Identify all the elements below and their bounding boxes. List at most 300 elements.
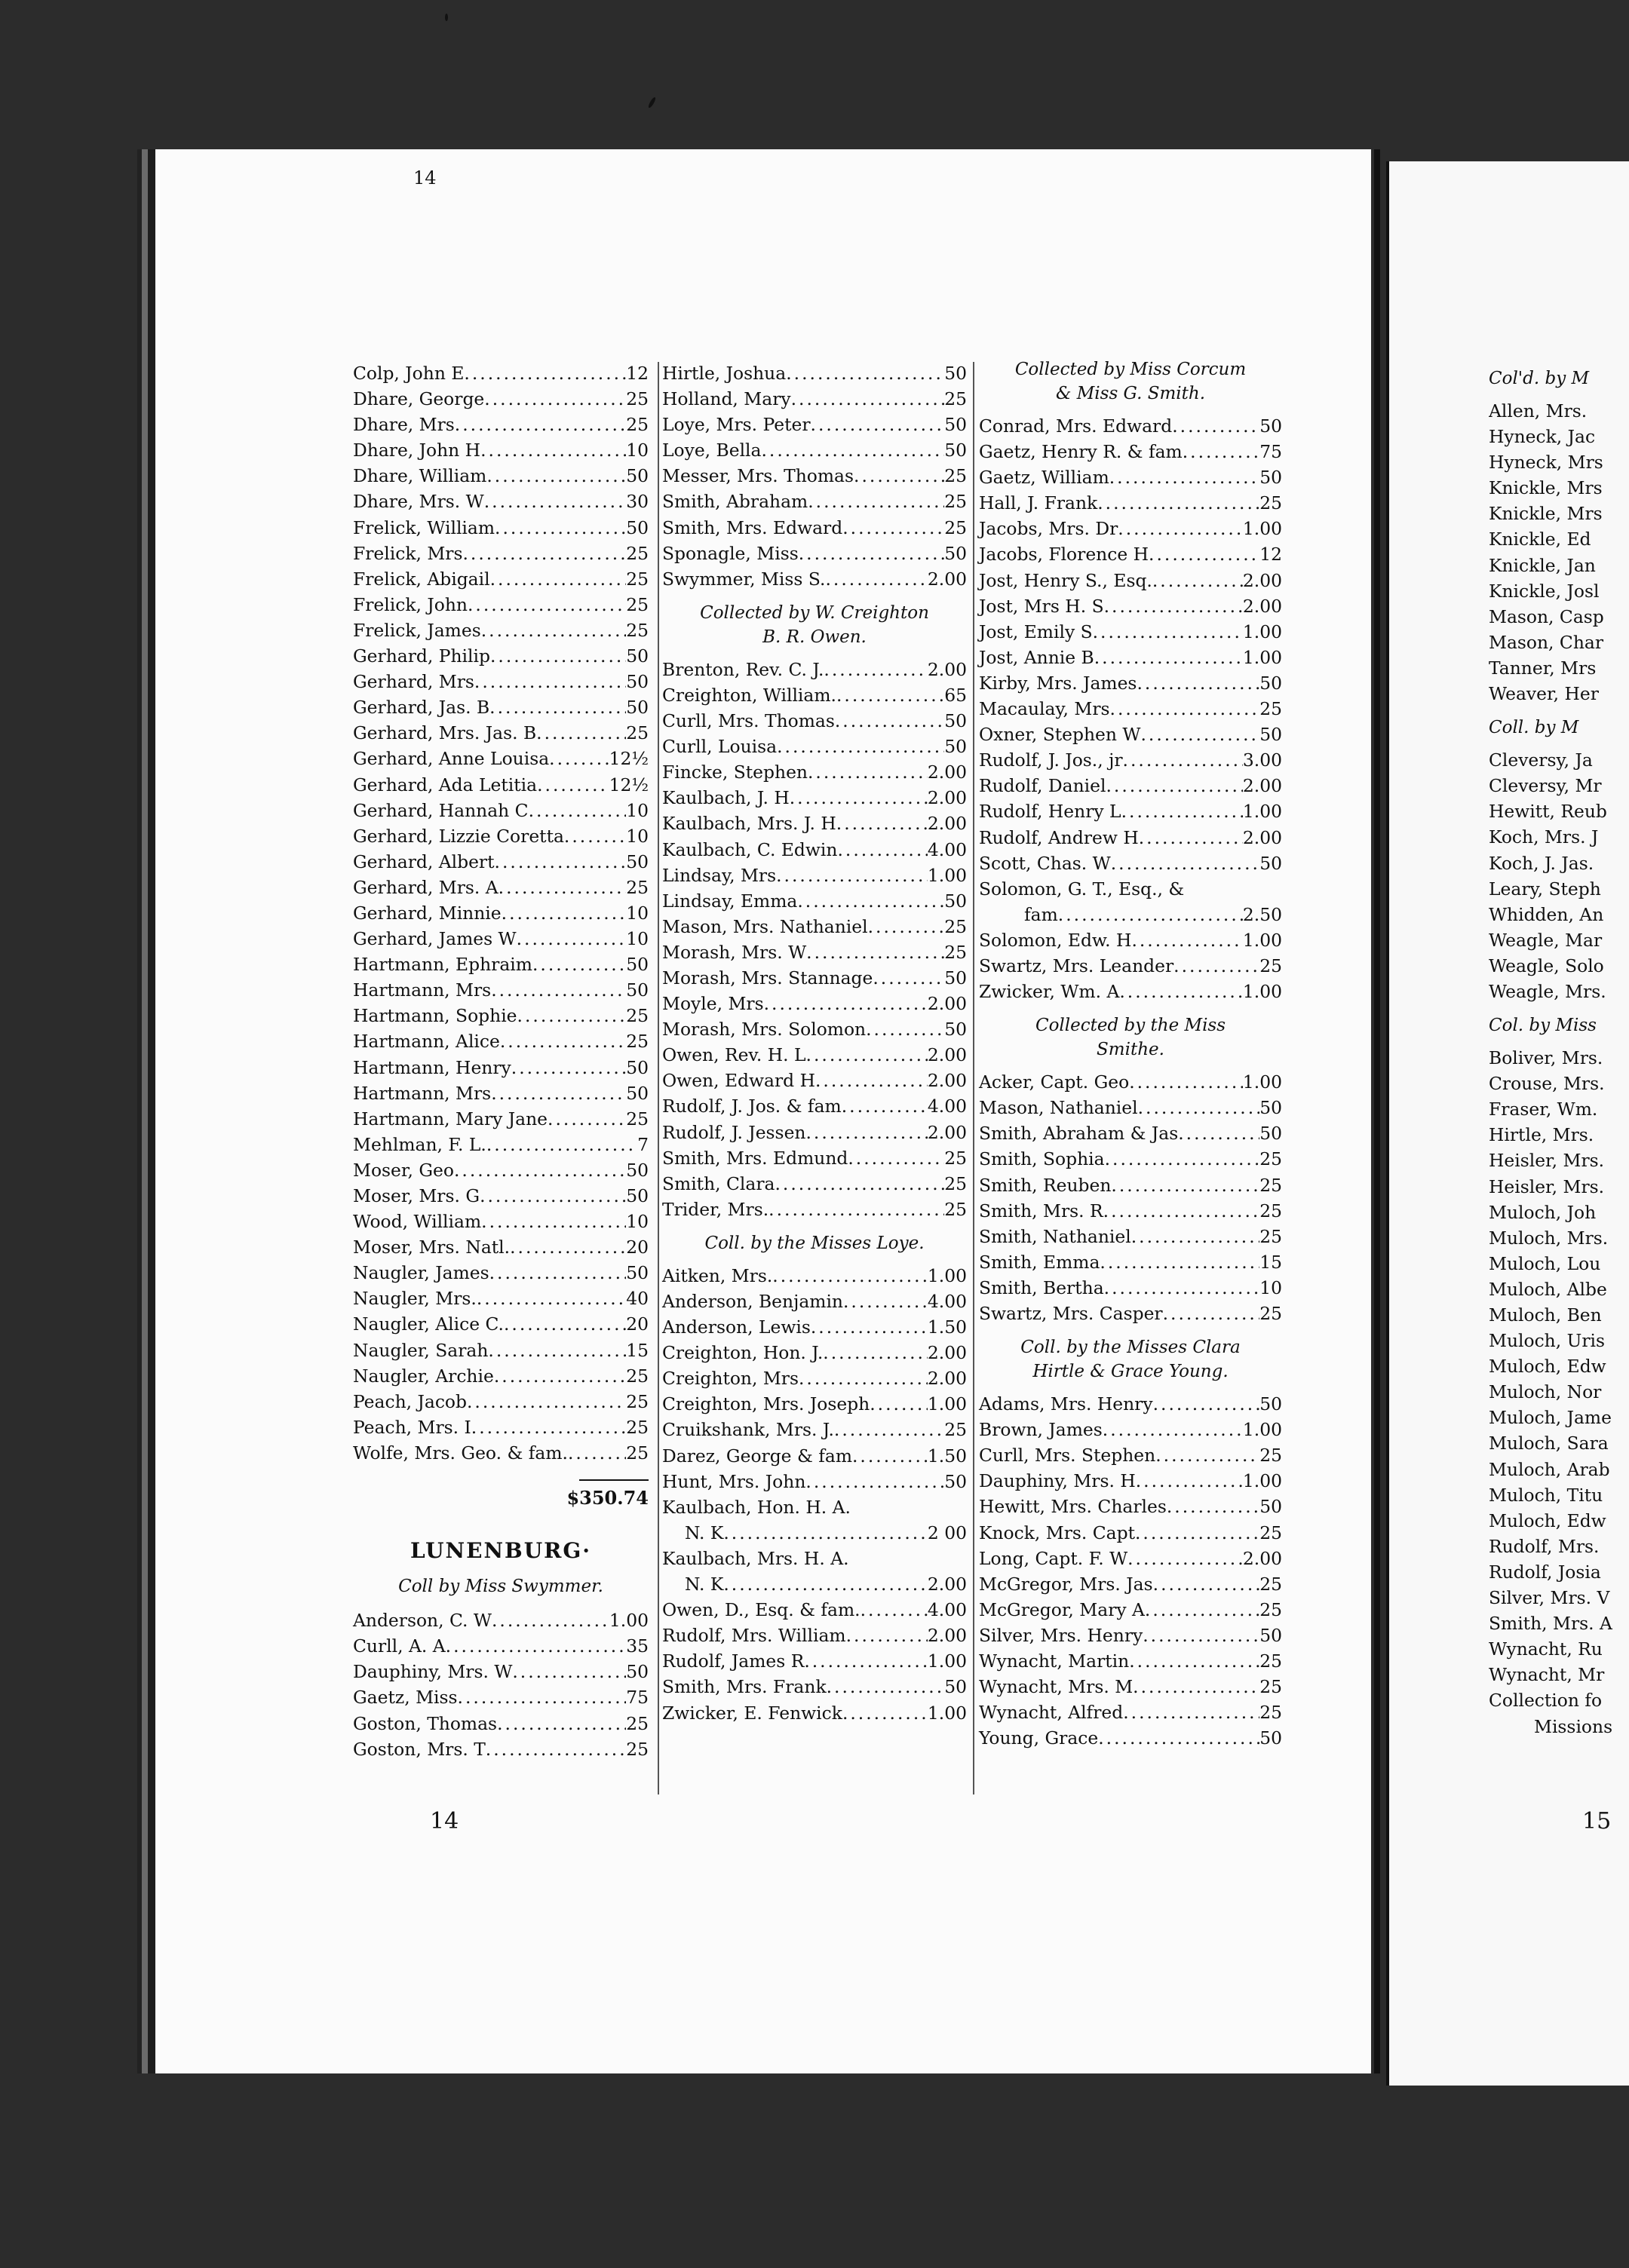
donation-amount: 25 <box>1259 1200 1282 1221</box>
donation-amount: 50 <box>626 979 649 1001</box>
list-item <box>1489 553 1629 578</box>
collector-heading <box>662 601 967 649</box>
donor-name: Sponagle, Miss <box>662 542 799 564</box>
donor-name: Kaulbach, Mrs. H. A. <box>662 1547 849 1569</box>
donor-name: Mason, Casp <box>1489 605 1604 627</box>
donation-amount: 1.00 <box>1242 1071 1282 1093</box>
donor-name: Smith, Clara <box>662 1172 775 1194</box>
list-item <box>979 541 1282 567</box>
donor-name: Dauphiny, Mrs. W <box>353 1661 513 1683</box>
list-item <box>662 657 967 682</box>
donation-amount: 25 <box>1259 1225 1282 1247</box>
donor-name: Jost, Mrs H. S <box>979 595 1104 617</box>
donation-amount: 25 <box>944 1198 967 1220</box>
donation-amount: 25 <box>626 1442 649 1463</box>
list-item <box>1489 630 1629 655</box>
list-item <box>662 1623 967 1648</box>
donation-amount: 15 <box>1259 1251 1282 1273</box>
donor-name: Brenton, Rev. C. J. <box>662 658 824 680</box>
donor-name: Hartmann, Mary Jane <box>353 1108 548 1129</box>
donor-name: Hall, J. Frank <box>979 492 1098 514</box>
donor-name: Knock, Mrs. Capt <box>979 1522 1135 1543</box>
donor-name: Morash, Mrs. Stannage <box>662 967 873 988</box>
donor-name: Kaulbach, C. Edwin <box>662 838 838 860</box>
list-item <box>662 914 967 939</box>
donation-amount: 25 <box>944 1172 967 1194</box>
donation-amount: 50 <box>626 465 649 487</box>
donation-amount: 25 <box>626 1365 649 1387</box>
donation-amount: 1.00 <box>1242 1470 1282 1492</box>
donation-amount: 20 <box>626 1313 649 1335</box>
donor-name: Hunt, Mrs. John <box>662 1470 806 1492</box>
donor-name: Heisler, Mrs. <box>1489 1150 1605 1172</box>
list-item <box>662 1597 967 1623</box>
donor-name: Crouse, Mrs. <box>1489 1073 1605 1095</box>
donor-name: Long, Capt. F. W <box>979 1547 1128 1569</box>
donation-amount: 4.00 <box>927 1599 967 1621</box>
donation-amount: 2.00 <box>1242 775 1282 797</box>
donation-amount: 25 <box>626 1712 649 1734</box>
donation-amount: 50 <box>944 1676 967 1698</box>
list-item <box>662 1120 967 1145</box>
list-item <box>662 1494 967 1520</box>
donation-amount: 50 <box>1259 672 1282 694</box>
list-item <box>979 851 1282 876</box>
donor-name: Muloch, Uris <box>1489 1330 1605 1352</box>
donor-name: Boliver, Mrs. <box>1489 1047 1603 1069</box>
list-item <box>353 1633 649 1659</box>
donor-name: Scott, Chas. W <box>979 852 1111 874</box>
donor-name: Moser, Geo <box>353 1159 454 1181</box>
list-item <box>662 811 967 836</box>
list-item <box>353 515 649 541</box>
list-item <box>1489 398 1629 424</box>
donor-name: Moyle, Mrs <box>662 993 764 1015</box>
donor-name: Kaulbach, Mrs. J. H <box>662 813 836 835</box>
donor-name: Muloch, Edw <box>1489 1509 1606 1531</box>
donation-amount: 25 <box>944 491 967 513</box>
donor-name: Frelick, John <box>353 593 468 615</box>
list-item <box>353 1338 649 1363</box>
list-item <box>1489 1225 1629 1251</box>
donation-amount: 2.00 <box>1242 826 1282 848</box>
list-item <box>662 1700 967 1726</box>
donor-name: Frelick, William <box>353 516 495 538</box>
donor-name: Peach, Mrs. I <box>353 1416 471 1438</box>
donation-amount: 25 <box>626 1738 649 1760</box>
list-item <box>662 1068 967 1093</box>
donor-name: Gerhard, Mrs <box>353 671 474 693</box>
list-item <box>979 773 1282 798</box>
donation-amount: 1.00 <box>1242 621 1282 642</box>
donor-name: Muloch, Ben <box>1489 1304 1602 1326</box>
list-item <box>353 489 649 514</box>
donation-amount: 50 <box>944 414 967 436</box>
donation-amount: 12½ <box>609 748 649 770</box>
donor-name: Swartz, Mrs. Casper <box>979 1303 1163 1324</box>
list-item <box>353 1736 649 1762</box>
donation-amount: 1.00 <box>1242 801 1282 823</box>
donor-name: Zwicker, Wm. A <box>979 981 1120 1003</box>
donor-name: Smith, Reuben <box>979 1174 1112 1196</box>
list-item <box>1489 1508 1629 1534</box>
donor-name: Muloch, Jame <box>1489 1407 1612 1429</box>
collector-heading-line: B. R. Owen. <box>762 627 867 647</box>
column-3 <box>979 360 1282 1751</box>
list-item <box>1489 1328 1629 1353</box>
donation-amount: 1.00 <box>1242 929 1282 951</box>
donor-name: Curll, A. A <box>353 1635 446 1657</box>
donor-name: Muloch, Lou <box>1489 1252 1601 1274</box>
list-item <box>353 1209 649 1234</box>
page-gutter <box>1374 149 1380 2073</box>
list-item <box>1489 1277 1629 1302</box>
list-item <box>979 413 1282 439</box>
list-item <box>979 516 1282 541</box>
list-item <box>979 1699 1282 1725</box>
list-item <box>979 464 1282 490</box>
donation-amount: 4.00 <box>927 1291 967 1312</box>
donor-name: Morash, Mrs. W <box>662 941 807 963</box>
list-item <box>1489 1096 1629 1122</box>
donor-name: Rudolf, Mrs. William <box>662 1625 846 1647</box>
donor-name: Rudolf, Mrs. <box>1489 1535 1600 1557</box>
list-item <box>662 1042 967 1068</box>
donation-amount: 50 <box>1259 724 1282 746</box>
list-item <box>662 939 967 965</box>
list-item <box>979 696 1282 722</box>
donation-amount: 65 <box>944 684 967 706</box>
collector-heading-line: Collected by Miss Corcum <box>1014 360 1247 379</box>
list-item <box>353 952 649 977</box>
list-item <box>1489 526 1629 552</box>
donor-list <box>662 1263 967 1494</box>
donation-amount: 50 <box>1259 467 1282 489</box>
list-item <box>979 876 1282 902</box>
column-total: $350.74 <box>566 1487 649 1509</box>
donation-amount: 50 <box>944 1470 967 1492</box>
list-item <box>353 1389 649 1414</box>
donation-amount: 25 <box>1259 698 1282 720</box>
donation-amount: 1.00 <box>609 1610 649 1632</box>
donor-name: Muloch, Nor <box>1489 1381 1602 1403</box>
list-item <box>979 798 1282 824</box>
donation-amount: 50 <box>626 1185 649 1206</box>
donor-list <box>1489 1045 1629 1713</box>
list-item <box>662 1171 967 1197</box>
donation-amount: 1.50 <box>927 1316 967 1338</box>
collector-heading-line: Smithe. <box>1097 1040 1164 1060</box>
list-item <box>353 746 649 771</box>
donation-amount: 2.00 <box>927 1070 967 1092</box>
list-item <box>979 1648 1282 1674</box>
list-item <box>662 1016 967 1042</box>
donor-name: Rudolf, J. Jessen <box>662 1121 806 1143</box>
donation-amount: 25 <box>626 388 649 410</box>
list-item <box>1489 475 1629 501</box>
donation-amount: 1.00 <box>1242 518 1282 540</box>
list-item <box>1489 424 1629 449</box>
list-item <box>353 823 649 849</box>
list-item <box>662 888 967 914</box>
donation-amount: 10 <box>1259 1277 1282 1298</box>
donor-name: Smith, Abraham <box>662 491 808 513</box>
donation-amount: 25 <box>626 568 649 590</box>
list-item <box>1489 851 1629 876</box>
donation-amount: 25 <box>944 1419 967 1441</box>
donation-amount: 30 <box>626 491 649 513</box>
donor-name: Frelick, Mrs <box>353 542 463 564</box>
donor-name: Moser, Mrs. G <box>353 1185 480 1206</box>
list-item <box>979 1301 1282 1326</box>
donor-name: Knickle, Mrs <box>1489 477 1603 499</box>
donation-amount: 50 <box>944 736 967 758</box>
donor-name: Anderson, Lewis <box>662 1316 811 1338</box>
donation-amount: 25 <box>944 388 967 410</box>
donor-name: Fraser, Wm. <box>1489 1099 1598 1120</box>
donor-name: Knickle, Ed <box>1489 529 1591 550</box>
donation-amount: 25 <box>626 1108 649 1129</box>
donation-amount: 25 <box>626 414 649 436</box>
donation-amount: 50 <box>944 1019 967 1041</box>
collector-heading-line: Hirtle & Grace Young. <box>1032 1362 1229 1382</box>
list-item <box>662 708 967 734</box>
donor-name: Dhare, William <box>353 465 487 487</box>
donor-name: Missions <box>1534 1715 1613 1737</box>
donation-amount: 7 <box>637 1133 649 1155</box>
list-item <box>662 837 967 863</box>
list-item <box>979 825 1282 851</box>
list-item <box>979 1275 1282 1301</box>
donor-name: Muloch, Edw <box>1489 1356 1606 1378</box>
donor-list <box>662 657 967 1222</box>
donor-name: Muloch, Titu <box>1489 1484 1603 1506</box>
donation-amount: 10 <box>626 928 649 950</box>
donor-name: Allen, Mrs. <box>1489 400 1588 421</box>
donation-amount: 50 <box>1259 1393 1282 1415</box>
donor-name: Macaulay, Mrs <box>979 698 1110 720</box>
collector-heading-line: Collected by the Miss <box>1035 1016 1226 1036</box>
donation-amount: 25 <box>1259 1174 1282 1196</box>
total-rule <box>579 1479 649 1481</box>
donation-amount: 1.00 <box>927 1393 967 1415</box>
donor-name: Zwicker, E. Fenwick <box>662 1702 842 1724</box>
donor-name: Rudolf, Henry L <box>979 801 1121 823</box>
donation-amount: 50 <box>944 967 967 988</box>
donation-amount: 35 <box>626 1635 649 1657</box>
list-item <box>1489 1148 1629 1173</box>
donor-name: Rudolf, Daniel <box>979 775 1106 797</box>
list-item <box>1489 1662 1629 1687</box>
donor-name: Smith, Mrs. R <box>979 1200 1103 1221</box>
donation-amount: 1.50 <box>927 1445 967 1467</box>
donor-name: Creighton, Hon. J. <box>662 1342 824 1364</box>
donor-name: Hartmann, Alice <box>353 1031 500 1053</box>
collector-heading <box>979 357 1282 406</box>
list-item <box>979 902 1282 927</box>
donor-name: fam <box>1024 903 1058 925</box>
list-item <box>662 1314 967 1340</box>
list-item <box>1489 876 1629 902</box>
list-item <box>353 1684 649 1710</box>
donation-amount: 3.00 <box>1242 749 1282 771</box>
list-item <box>979 1468 1282 1494</box>
donor-name: Mason, Mrs. Nathaniel <box>662 915 868 937</box>
list-item <box>353 1055 649 1080</box>
list-item <box>353 1260 649 1286</box>
donor-name: N. K <box>685 1574 724 1595</box>
column-1 <box>353 360 649 1762</box>
donor-name: Naugler, Sarah <box>353 1339 489 1361</box>
donor-name: Dhare, John H <box>353 440 481 461</box>
donor-name: Peach, Jacob <box>353 1390 467 1412</box>
list-item <box>979 1146 1282 1172</box>
donor-name: Gerhard, Mrs. A <box>353 876 499 898</box>
donor-name: Dauphiny, Mrs. H <box>979 1470 1136 1492</box>
donor-name: Muloch, Albe <box>1489 1278 1607 1300</box>
donor-list <box>353 360 649 1466</box>
list-item <box>979 1391 1282 1417</box>
donation-amount: 25 <box>1259 1650 1282 1672</box>
donation-amount: 4.00 <box>927 838 967 860</box>
donor-list <box>353 1608 649 1762</box>
donor-name: Curll, Mrs. Thomas <box>662 710 835 732</box>
list-item <box>353 720 649 746</box>
list-item <box>353 1286 649 1311</box>
list-item <box>979 1095 1282 1120</box>
donor-list <box>662 360 967 592</box>
donor-name: Colp, John E <box>353 363 465 384</box>
list-item <box>1489 1122 1629 1148</box>
donor-name: Hartmann, Ephraim <box>353 954 532 976</box>
donor-name: Wynacht, Ru <box>1489 1638 1603 1660</box>
donor-name: Smith, Mrs. Edmund <box>662 1147 848 1169</box>
list-item <box>979 490 1282 516</box>
donor-name: Frelick, James <box>353 619 481 641</box>
donation-amount: 25 <box>626 1031 649 1053</box>
donor-name: Whidden, An <box>1489 903 1604 925</box>
list-item <box>662 785 967 811</box>
donor-name: Rudolf, Andrew H <box>979 826 1139 848</box>
donor-list <box>979 927 1282 1004</box>
donation-amount: 50 <box>1259 852 1282 874</box>
list-item <box>353 386 649 412</box>
donor-name: Jost, Annie B <box>979 646 1094 668</box>
donation-amount: 12 <box>626 363 649 384</box>
donor-name: Gerhard, Hannah C <box>353 799 529 821</box>
donation-amount: 25 <box>944 915 967 937</box>
list-item <box>1489 1045 1629 1071</box>
list-item <box>662 541 967 566</box>
list-item <box>662 360 967 386</box>
donation-amount: 50 <box>944 890 967 912</box>
donation-amount: 25 <box>1259 1445 1282 1467</box>
donation-amount: 10 <box>626 1211 649 1233</box>
donor-name: Aitken, Mrs. <box>662 1264 773 1286</box>
donor-name: Kaulbach, Hon. H. A. <box>662 1496 851 1518</box>
donor-name: Loye, Bella <box>662 440 762 461</box>
list-item <box>662 386 967 412</box>
list-item <box>662 1145 967 1171</box>
donor-name: Koch, Mrs. J <box>1489 826 1599 848</box>
list-item <box>353 694 649 720</box>
list-item <box>1489 501 1629 526</box>
list-item <box>1489 1457 1629 1482</box>
donor-name: Wynacht, Mrs. M <box>979 1676 1134 1698</box>
list-item <box>1489 1636 1629 1662</box>
list-item <box>353 798 649 823</box>
list-item <box>1489 1559 1629 1585</box>
donor-name: Owen, Rev. H. L <box>662 1044 806 1066</box>
list-item <box>353 1028 649 1054</box>
donation-amount: 25 <box>626 593 649 615</box>
donation-amount: 15 <box>626 1339 649 1361</box>
list-item <box>662 863 967 888</box>
donation-amount: 25 <box>626 619 649 641</box>
list-item <box>662 1365 967 1391</box>
donor-list <box>979 1391 1282 1751</box>
donor-name: Hirtle, Joshua <box>662 363 787 384</box>
donation-amount: 2.50 <box>1242 903 1282 925</box>
donation-amount: 12 <box>1259 544 1282 565</box>
donation-amount: 10 <box>626 902 649 924</box>
list-item <box>353 592 649 618</box>
list-item <box>662 515 967 541</box>
donor-name: Hartmann, Mrs <box>353 1082 492 1104</box>
list-item <box>353 849 649 875</box>
donation-amount: 1.00 <box>927 1264 967 1286</box>
column-rule <box>973 362 974 1794</box>
list-item <box>1489 1687 1629 1713</box>
donor-name: Wood, William <box>353 1211 482 1233</box>
donor-name: Gerhard, Minnie <box>353 902 502 924</box>
donation-amount: 50 <box>1259 415 1282 437</box>
list-item <box>353 1440 649 1466</box>
donor-name: Gerhard, James W <box>353 928 517 950</box>
list-item <box>353 412 649 437</box>
donation-amount: 50 <box>626 645 649 667</box>
list-item <box>353 618 649 643</box>
donation-amount: 25 <box>944 516 967 538</box>
list-item <box>979 1623 1282 1648</box>
donor-name: Owen, Edward H <box>662 1070 815 1092</box>
list-item <box>353 1003 649 1028</box>
donor-name: Creighton, Mrs <box>662 1368 799 1390</box>
list-item <box>979 1520 1282 1546</box>
donation-amount: 50 <box>944 440 967 461</box>
list-item <box>1489 449 1629 475</box>
donor-name: Naugler, Mrs. <box>353 1288 477 1310</box>
collector-heading: Coll. by M <box>1489 718 1579 738</box>
donor-name: Weagle, Solo <box>1489 955 1604 976</box>
donor-name: Curll, Louisa <box>662 736 778 758</box>
donor-name: Heisler, Mrs. <box>1489 1175 1605 1197</box>
list-item <box>1489 1353 1629 1379</box>
list-item <box>979 593 1282 619</box>
donor-name: Knickle, Jan <box>1489 554 1596 576</box>
donor-name: Dhare, Mrs. W <box>353 491 484 513</box>
donor-name: Rudolf, J. Jos. & fam <box>662 1096 842 1117</box>
list-item <box>1489 1430 1629 1456</box>
donor-name: Owen, D., Esq. & fam. <box>662 1599 861 1621</box>
donor-list <box>979 413 1282 876</box>
donor-name: Conrad, Mrs. Edward <box>979 415 1173 437</box>
list-item <box>1489 1405 1629 1430</box>
donor-name: Young, Grace <box>979 1727 1099 1749</box>
donation-amount: 25 <box>626 876 649 898</box>
donor-name: Holland, Mary <box>662 388 791 410</box>
list-item <box>1489 604 1629 630</box>
